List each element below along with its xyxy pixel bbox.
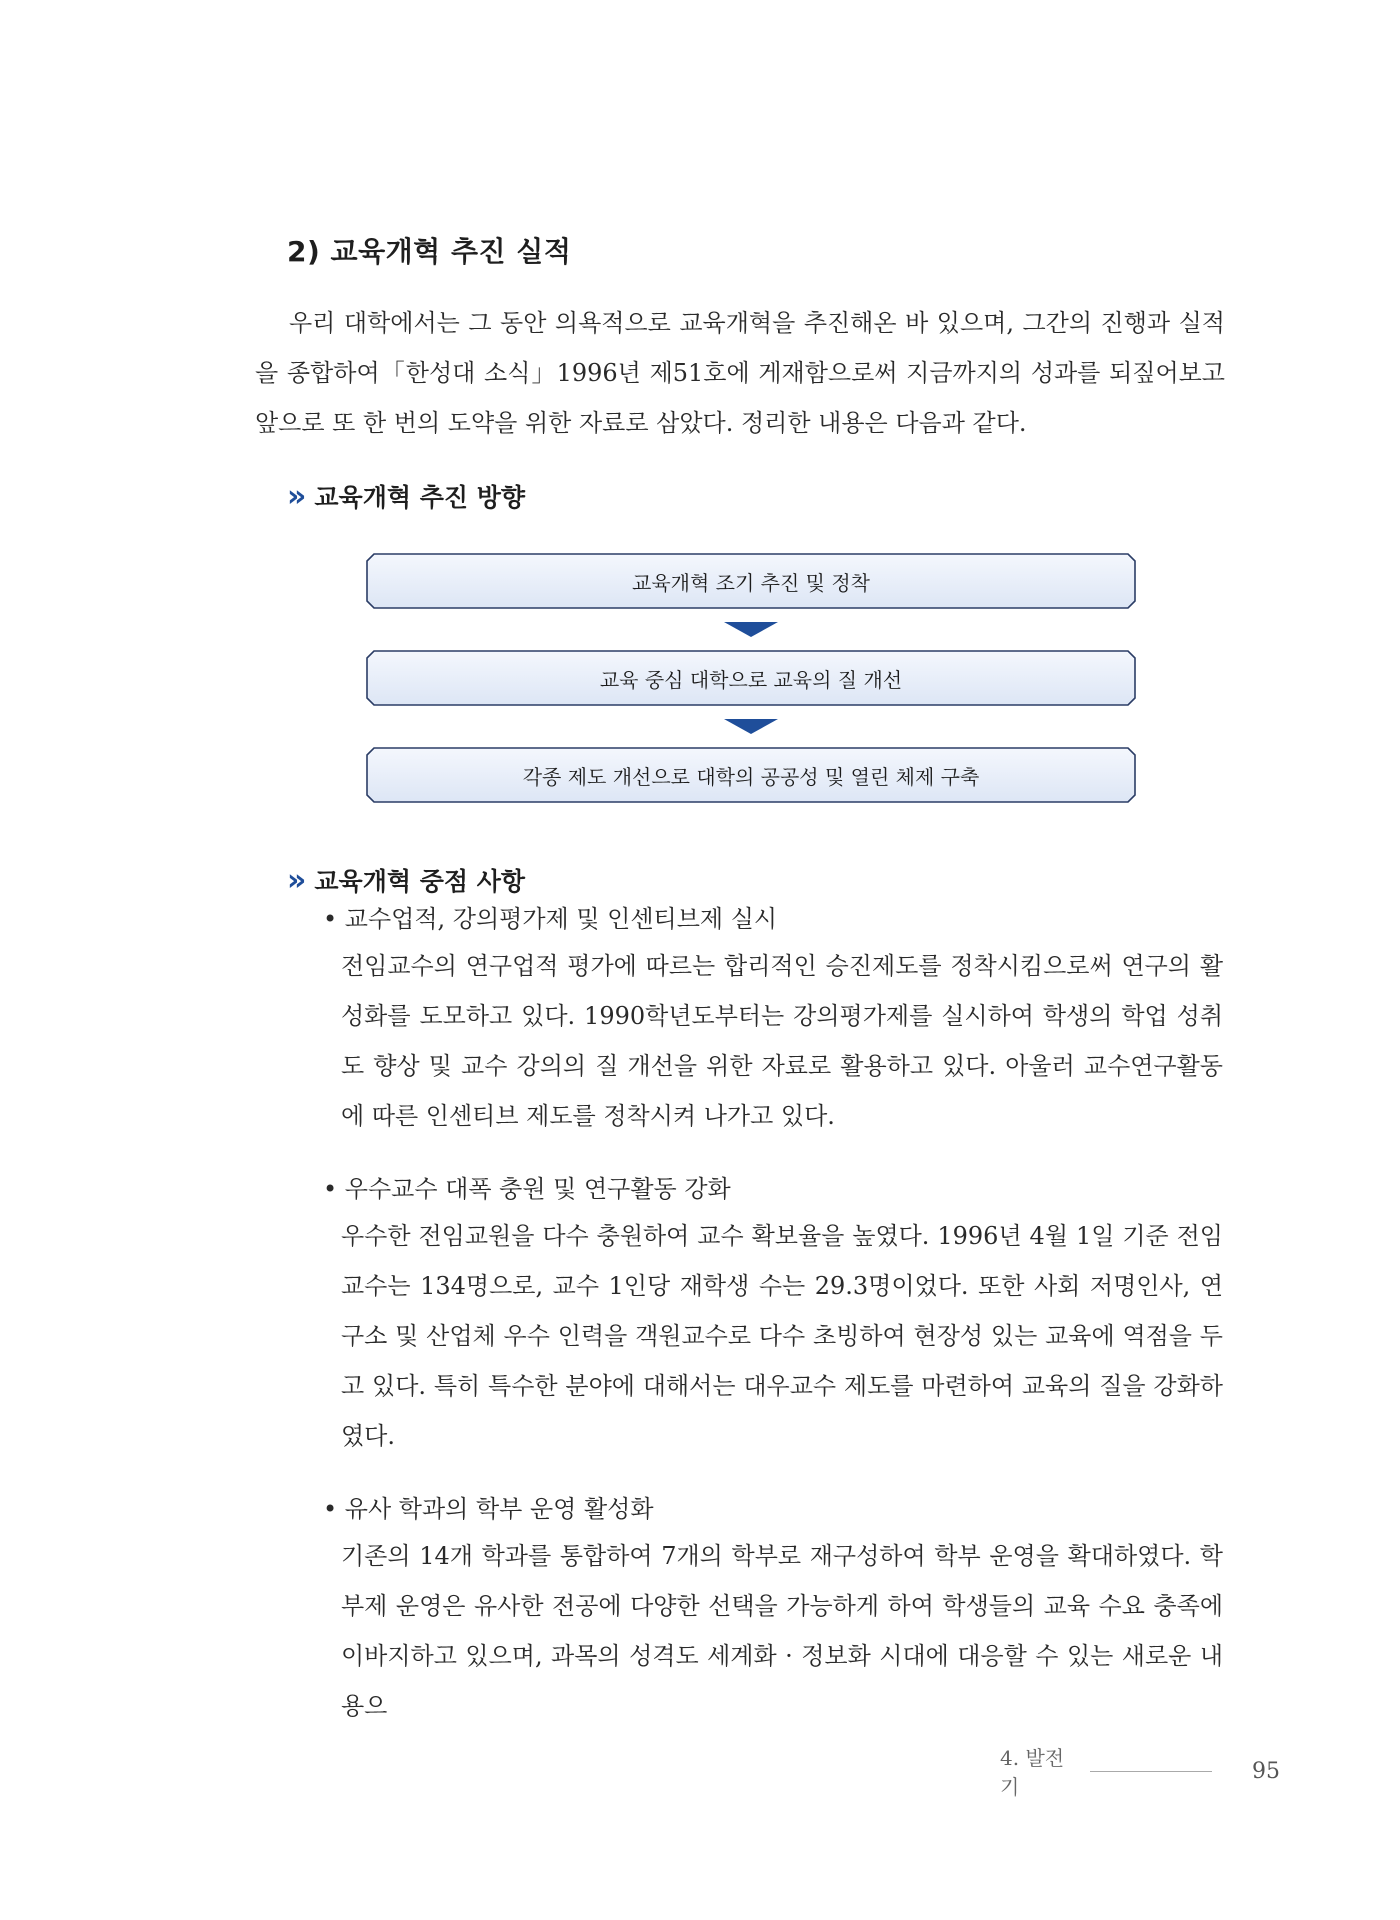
footer-chapter: 4. 발전기 bbox=[1000, 1746, 1065, 1799]
flow-step-1-label: 교육개혁 조기 추진 및 정착 bbox=[632, 570, 870, 595]
page-footer bbox=[1000, 1742, 1280, 1800]
direction-flowchart bbox=[366, 553, 1136, 803]
subheading-direction-label: 교육개혁 추진 방향 bbox=[314, 483, 525, 512]
flow-step-1 bbox=[366, 553, 1136, 609]
down-triangle-icon bbox=[724, 622, 778, 638]
flow-arrow-1 bbox=[366, 609, 1136, 650]
list-item bbox=[323, 1487, 1223, 1731]
list-item-title: • 우수교수 대폭 충원 및 연구활동 강화 bbox=[323, 1175, 731, 1203]
list-item-title: • 유사 학과의 학부 운영 활성화 bbox=[323, 1495, 654, 1523]
subheading-focus bbox=[287, 862, 525, 898]
section-title: 2) 교육개혁 추진 실적 bbox=[287, 235, 572, 268]
subheading-focus-label: 교육개혁 중점 사항 bbox=[314, 867, 525, 896]
down-triangle-icon bbox=[724, 719, 778, 735]
list-item-body: 우수한 전임교원을 다수 충원하여 교수 확보율을 높였다. 1996년 4월 1일 기준 전임교수는 134명으로, 교수 1인당 재학생 수는 29.3명이었다. 또한 사회 저명인사, 연구소 및 산업체 우수 인력을 객원교수로 다수 초빙하여 현장성 있는 교육에 역점을 두고 있다. 특히 특수한 분야에 대해서는 대우교수 제도를 마련하여 교육의 질을 강화하였다. bbox=[341, 1222, 1223, 1450]
footer-rule bbox=[1090, 1771, 1212, 1772]
double-chevron-icon: » bbox=[287, 862, 301, 898]
list-item bbox=[323, 1167, 1223, 1461]
focus-item-list bbox=[323, 897, 1223, 1757]
double-chevron-icon: » bbox=[287, 478, 301, 514]
list-item-body: 전임교수의 연구업적 평가에 따르는 합리적인 승진제도를 정착시킴으로써 연구의 활성화를 도모하고 있다. 1990학년도부터는 강의평가제를 실시하여 학생의 학업 성취도 향상 및 교수 강의의 질 개선을 위한 자료로 활용하고 있다. 아울러 교수연구활동에 따른 인센티브 제도를 정착시켜 나가고 있다. bbox=[341, 952, 1223, 1130]
list-item-body: 기존의 14개 학과를 통합하여 7개의 학부로 재구성하여 학부 운영을 확대하였다. 학부제 운영은 유사한 전공에 다양한 선택을 가능하게 하여 학생들의 교육 수요 충족에 이바지하고 있으며, 과목의 성격도 세계화 · 정보화 시대에 대응할 수 있는 새로운 내용으 bbox=[341, 1542, 1223, 1720]
flow-step-3-label: 각종 제도 개선으로 대학의 공공성 및 열린 체제 구축 bbox=[522, 764, 980, 789]
flow-step-3 bbox=[366, 747, 1136, 803]
flow-step-2-label: 교육 중심 대학으로 교육의 질 개선 bbox=[599, 667, 903, 692]
flow-arrow-2 bbox=[366, 706, 1136, 747]
page-number: 95 bbox=[1252, 1758, 1280, 1784]
list-item bbox=[323, 897, 1223, 1141]
flow-step-2 bbox=[366, 650, 1136, 706]
subheading-direction bbox=[287, 478, 525, 514]
intro-paragraph: 우리 대학에서는 그 동안 의욕적으로 교육개혁을 추진해온 바 있으며, 그간의 진행과 실적을 종합하여「한성대 소식」1996년 제51호에 게재함으로써 지금까지의 성과를 되짚어보고 앞으로 또 한 번의 도약을 위한 자료로 삼았다. 정리한 내용은 다음과 같다. bbox=[255, 309, 1225, 437]
list-item-title: • 교수업적, 강의평가제 및 인센티브제 실시 bbox=[323, 905, 778, 933]
